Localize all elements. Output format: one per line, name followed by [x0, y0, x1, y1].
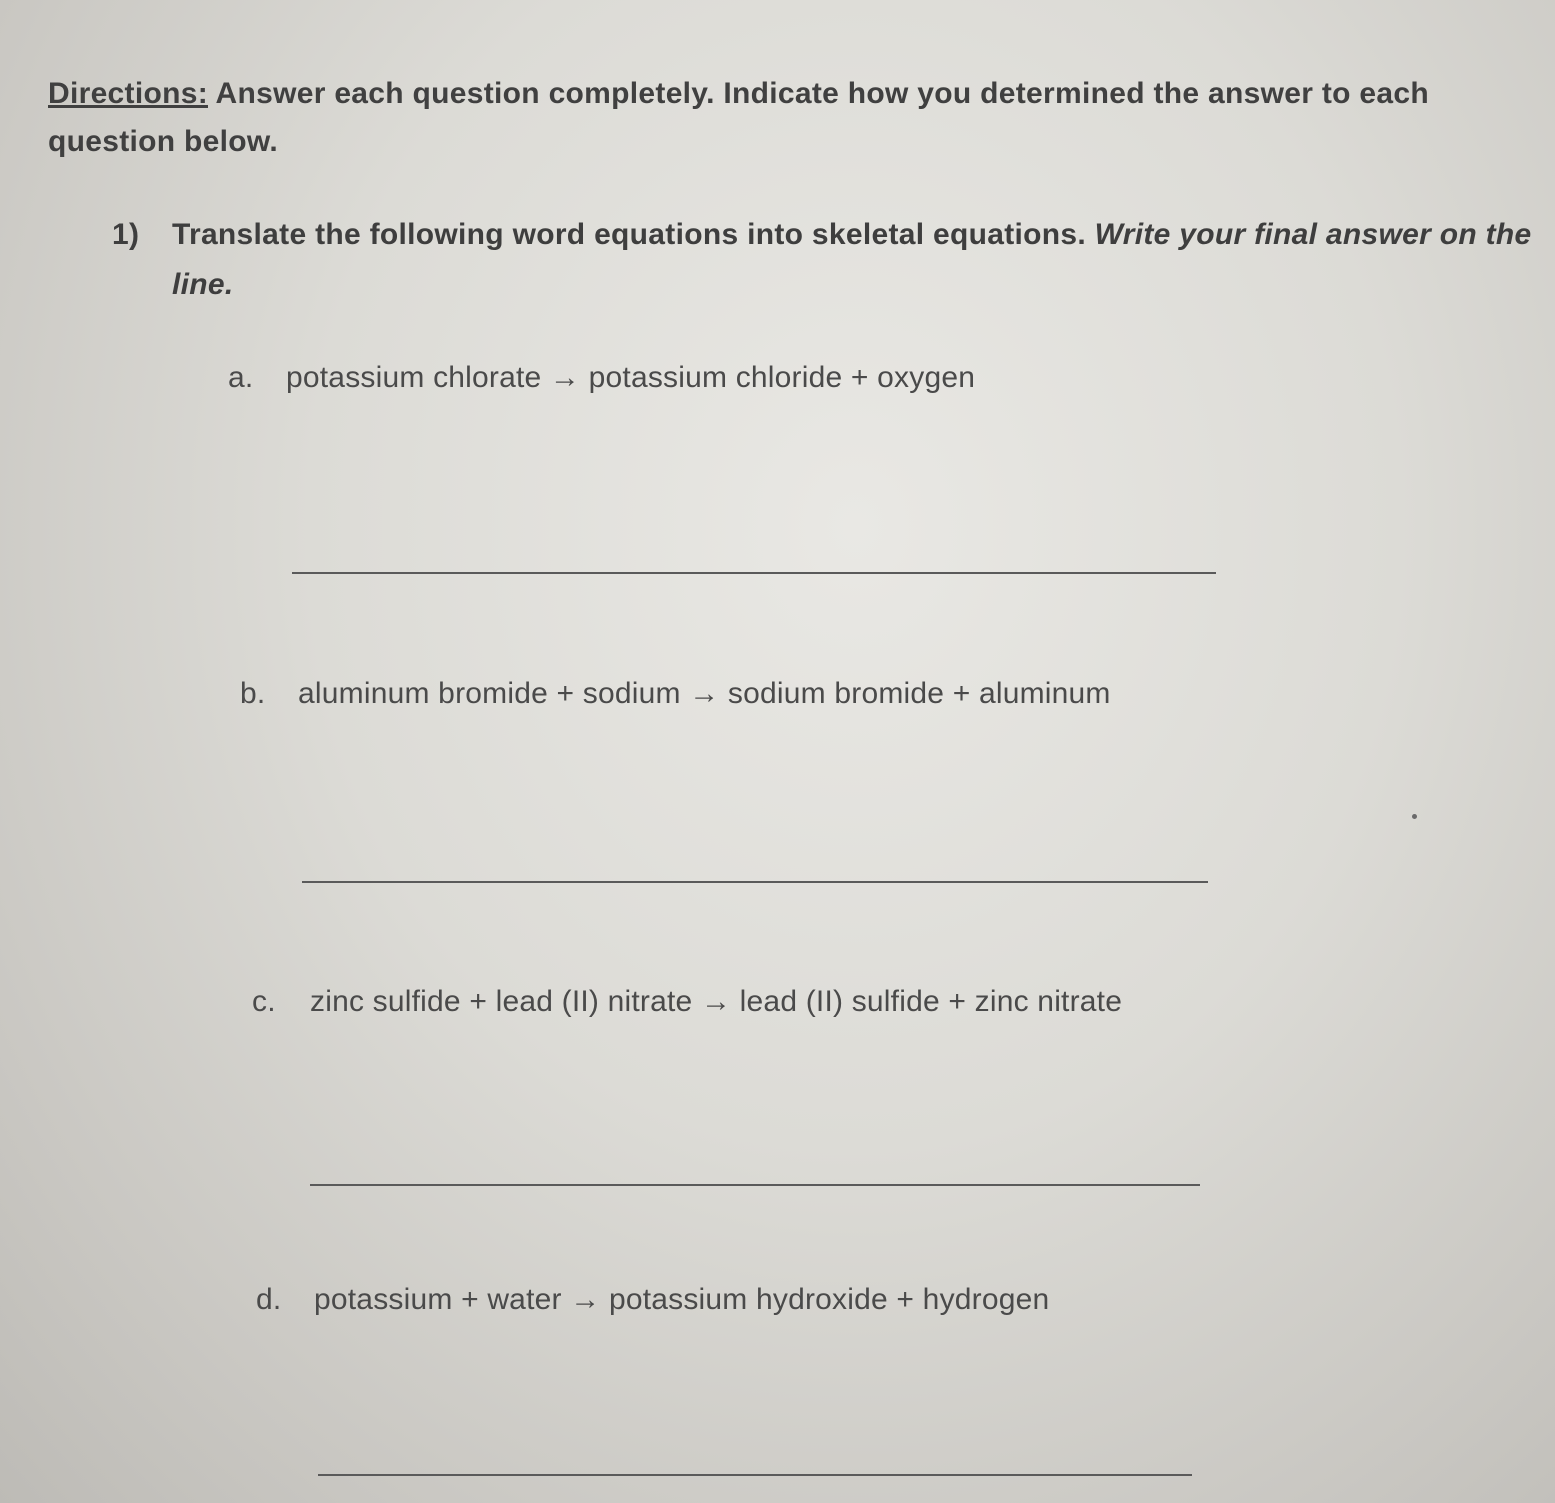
- question-number: 1): [112, 218, 140, 251]
- item-letter: c.: [252, 985, 276, 1018]
- question-1: [112, 210, 1532, 310]
- item-equation: potassium + water → potassium hydroxide + hydrogen: [314, 1283, 1050, 1316]
- question-prompt-emphasis: Write your final answer on the line.: [172, 218, 1532, 301]
- directions: [48, 70, 1488, 166]
- item-equation: potassium chlorate → potassium chloride + oxygen: [286, 361, 976, 394]
- question-prompt: [172, 210, 1532, 310]
- item-letter: d.: [256, 1283, 282, 1316]
- item-b: [240, 674, 1111, 714]
- directions-label: Directions:: [48, 77, 208, 110]
- answer-line-a[interactable]: [292, 572, 1216, 574]
- item-d: [256, 1280, 1049, 1320]
- question-prompt-plain: Translate the following word equations into skeletal equations.: [172, 218, 1095, 251]
- item-equation: aluminum bromide + sodium → sodium bromide + aluminum: [298, 677, 1111, 710]
- item-a: [228, 358, 975, 398]
- item-c: [252, 982, 1122, 1022]
- answer-line-d[interactable]: [318, 1474, 1192, 1476]
- paper-speck: [1412, 814, 1417, 819]
- directions-text: Answer each question completely. Indicate how you determined the answer to each question below.: [48, 77, 1429, 158]
- item-letter: a.: [228, 361, 254, 394]
- item-letter: b.: [240, 677, 266, 710]
- item-equation: zinc sulfide + lead (II) nitrate → lead (II) sulfide + zinc nitrate: [310, 985, 1123, 1018]
- answer-line-c[interactable]: [310, 1184, 1200, 1186]
- answer-line-b[interactable]: [302, 881, 1208, 883]
